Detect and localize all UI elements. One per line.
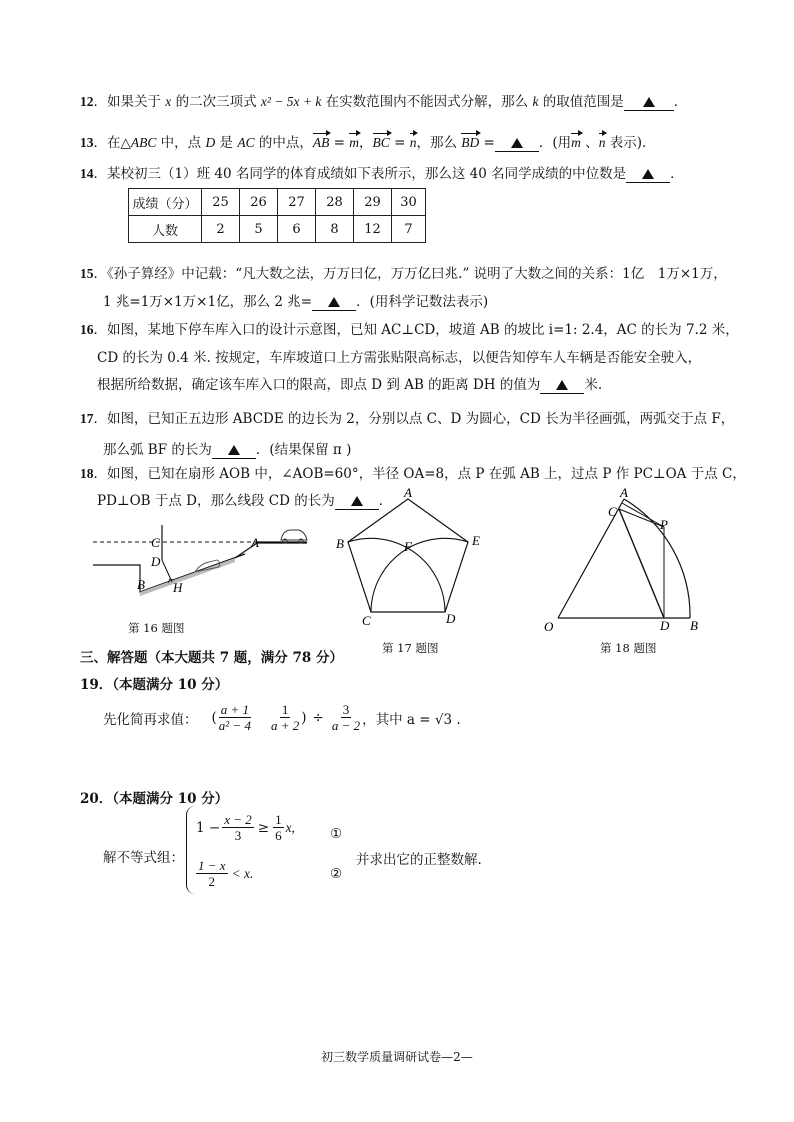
label-C: C bbox=[362, 613, 371, 628]
fraction: $\frac{3}{a - 2}$ bbox=[331, 702, 361, 733]
question-19-body: 先化简再求值： ( $\frac{a + 1}{\text{a² − 4}}$ $\frac{1}{a + 2}$ ) ÷ $\frac{3}{a - 2}$ ，其中 a = √3 . bbox=[103, 702, 461, 733]
table-cell: 30 bbox=[392, 189, 426, 216]
fraction: $\frac{1}{6}$ bbox=[275, 812, 282, 843]
question-12: 12．如果关于 x 的二次三项式 x² − 5x + k 在实数范围内不能因式分解，那么 k 的取值范围是 ． bbox=[80, 94, 688, 110]
question-14: 14．某校初三（1）班 40 名同学的体育成绩如下表所示，那么这 40 名同学成绩的中位数是 ． bbox=[80, 166, 684, 182]
figure-16-diagram bbox=[85, 510, 325, 610]
vector-bc: BC bbox=[372, 135, 390, 150]
label-B: B bbox=[137, 577, 145, 592]
triangle-mark-icon bbox=[511, 138, 523, 148]
vector-ab: AB bbox=[312, 135, 330, 150]
question-16-line3: 根据所给数据，确定该车库入口的限高，即点 D 到 AB 的距离 DH 的值为 米. bbox=[97, 377, 603, 393]
score-table bbox=[128, 188, 426, 243]
question-15-line2: 1 兆=1万×1万×1亿，那么 2 兆= ．(用科学记数法表示) bbox=[103, 294, 489, 310]
answer-blank bbox=[212, 443, 256, 459]
table-header-cell: 成绩（分） bbox=[129, 189, 202, 216]
triangle-mark-icon bbox=[643, 97, 655, 107]
figure-18-caption: 第 18 题图 bbox=[600, 641, 657, 655]
table-cell: 26 bbox=[240, 189, 278, 216]
table-cell: 12 bbox=[354, 216, 392, 243]
label-A: A bbox=[404, 487, 412, 500]
question-20-header: 20．（本题满分 10 分） bbox=[80, 791, 229, 807]
label-C: C bbox=[151, 535, 160, 550]
figure-18-diagram bbox=[540, 487, 710, 637]
answer-blank bbox=[624, 95, 674, 111]
table-cell: 6 bbox=[278, 216, 316, 243]
mark-1: ① bbox=[330, 826, 343, 842]
section-title: 三、解答题（本大题共 7 题，满分 78 分） bbox=[80, 650, 343, 666]
question-19-header: 19．（本题满分 10 分） bbox=[80, 677, 229, 693]
table-cell: 29 bbox=[354, 189, 392, 216]
question-13: 13．在△ABC 中，点 D 是 AC 的中点，AB = m，BC = n，那么 BD = ．(用m 、n 表示)． bbox=[80, 135, 656, 151]
table-cell: 7 bbox=[392, 216, 426, 243]
mark-2: ② bbox=[330, 866, 343, 882]
table-header-cell: 人数 bbox=[129, 216, 202, 243]
label-O: O bbox=[544, 619, 554, 634]
figure-16-caption: 第 16 题图 bbox=[128, 621, 185, 635]
label-B: B bbox=[336, 536, 344, 551]
vector-m: m bbox=[349, 135, 360, 150]
fraction: $\frac{1 - x}{2}$ bbox=[198, 858, 226, 889]
fraction: $\frac{1}{a + 2}$ bbox=[270, 702, 300, 733]
label-C: C bbox=[608, 504, 617, 519]
label-E: E bbox=[472, 533, 480, 548]
answer-blank bbox=[626, 167, 670, 183]
question-16: 16．如图，某地下停车库入口的设计示意图，已知 AC⊥CD，坡道 AB 的坡比 i=1: 2.4，AC 的长为 7.2 米， bbox=[80, 322, 739, 338]
table-cell: 5 bbox=[240, 216, 278, 243]
question-17-line2: 那么弧 BF 的长为 ．(结果保留 π ) bbox=[103, 442, 352, 458]
vector-bd: BD bbox=[461, 135, 480, 150]
label-D: D bbox=[660, 618, 670, 633]
table-cell: 28 bbox=[316, 189, 354, 216]
table-row bbox=[129, 189, 426, 216]
label-B: B bbox=[690, 618, 698, 633]
table-cell: 27 bbox=[278, 189, 316, 216]
label-D: D bbox=[151, 554, 161, 569]
triangle-mark-icon bbox=[642, 169, 654, 179]
figure-17-caption: 第 17 题图 bbox=[382, 641, 439, 655]
question-17: 17．如图，已知正五边形 ABCDE 的边长为 2，分别以点 C、D 为圆心，CD 长为半径画弧，两弧交于点 F， bbox=[80, 411, 735, 427]
label-P: P bbox=[660, 517, 668, 532]
answer-blank bbox=[540, 378, 584, 394]
question-16-line2: CD 的长为 0.4 米. 按规定，车库坡道口上方需张贴限高标志，以便告知停车人车辆是否能安全驶入， bbox=[97, 350, 702, 366]
label-D: D bbox=[446, 611, 456, 626]
inequality-2: $\frac{1 - x}{2}$ < x. bbox=[198, 858, 254, 889]
brace-icon bbox=[186, 806, 195, 894]
table-cell: 25 bbox=[202, 189, 240, 216]
fraction: $\frac{x - 2}{3}$ bbox=[224, 812, 252, 843]
answer-blank bbox=[312, 295, 356, 311]
fraction: $\frac{a + 1}{\text{a² − 4}}$ bbox=[218, 702, 251, 733]
triangle-mark-icon bbox=[328, 297, 340, 307]
label-A: A bbox=[251, 535, 259, 550]
table-cell: 2 bbox=[202, 216, 240, 243]
question-18-line2: PD⊥OB 于点 D，那么线段 CD 的长为 ． bbox=[97, 493, 393, 509]
label-F: F bbox=[404, 539, 412, 554]
question-20-prefix: 解不等式组： bbox=[103, 850, 184, 866]
page-footer: 初三数学质量调研试卷—2— bbox=[321, 1050, 473, 1064]
question-number: 12 bbox=[80, 94, 94, 109]
question-18: 18．如图，已知在扇形 AOB 中，∠AOB=60°，半径 OA=8，点 P 在弧 AB 上，过点 P 作 PC⊥OA 于点 C， bbox=[80, 466, 746, 482]
answer-blank bbox=[495, 136, 539, 152]
label-H: H bbox=[173, 580, 183, 595]
score-table-wrapper bbox=[128, 188, 426, 243]
inequality-1: 1 − $\frac{x - 2}{3}$ ≥ $\frac{1}{6}$ x, bbox=[196, 812, 295, 843]
question-15: 15．《孙子算经》中记载：“凡大数之法，万万曰亿，万万亿曰兆.” 说明了大数之间的关系：1亿 1万×1万， bbox=[80, 266, 727, 282]
triangle-mark-icon bbox=[228, 445, 240, 455]
figure-17-diagram bbox=[330, 487, 490, 632]
table-row bbox=[129, 216, 426, 243]
vector-n: n bbox=[409, 135, 417, 150]
trinomial-expression: x² − 5x + k bbox=[260, 94, 322, 109]
question-20-suffix: 并求出它的正整数解. bbox=[356, 852, 482, 868]
table-cell: 8 bbox=[316, 216, 354, 243]
triangle-mark-icon bbox=[556, 380, 568, 390]
label-A: A bbox=[620, 487, 628, 500]
